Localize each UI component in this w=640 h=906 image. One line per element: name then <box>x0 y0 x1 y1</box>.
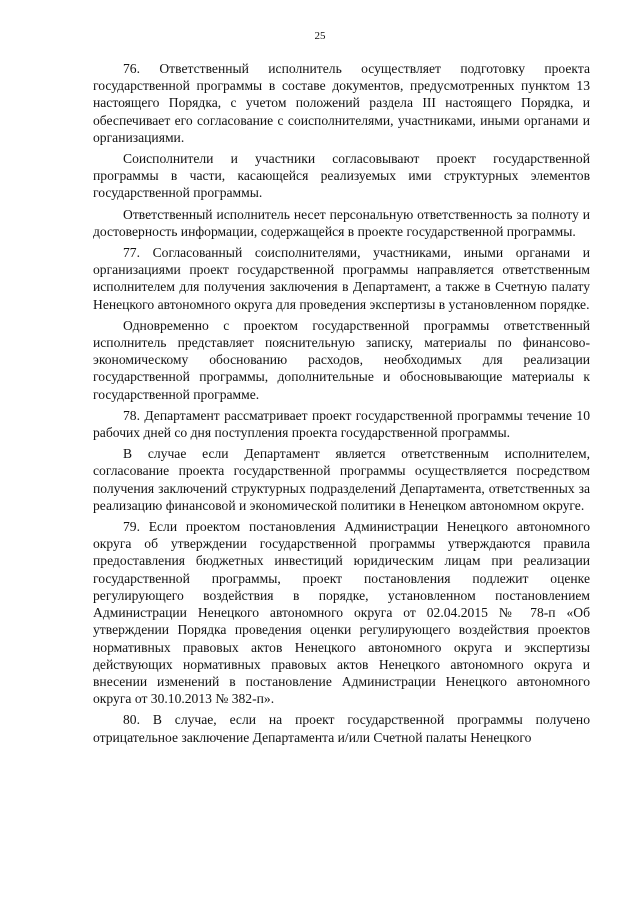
paragraph-78: 78. Департамент рассматривает проект государственной программы течение 10 рабочих дней со дня поступления проекта государственной программы. <box>93 407 590 441</box>
paragraph-79: 79. Если проектом постановления Администрации Ненецкого автономного округа об утверждении государственной программы утверждаются правила предоставления бюджетных инвестиций юридическим лицам при реализации государственной программы, проект постановления подлежит оценке регулирующего воздействия в порядке, установленном постановлением Администрации Ненецкого автономного округа от 02.04.2015 № 78-п «Об утверждении Порядка проведения оценки регулирующего воздействия проектов нормативных правовых актов Ненецкого автономного округа и экспертизы действующих нормативных правовых актов Ненецкого автономного округа и внесении изменений в постановление Администрации Ненецкого автономного округа от 30.10.2013 № 382-п». <box>93 519 590 707</box>
paragraph-77: 77. Согласованный соисполнителями, участниками, иными органами и организациями проект государственной программы направляется ответственным исполнителем для получения заключения в Департамент, а также в Счетную палату Ненецкого автономного округа для проведения экспертизы в установленном порядке. <box>93 245 590 312</box>
paragraph-76: 76. Ответственный исполнитель осуществляет подготовку проекта государственной программы в составе документов, предусмотренных пунктом 13 настоящего Порядка, с учетом положений раздела III настоящего Порядка, и обеспечивает его согласование с соисполнителями, участниками, иными органами и организациями. <box>93 61 590 145</box>
paragraph-explanatory-note: Одновременно с проектом государственной программы ответственный исполнитель представляет пояснительную записку, материалы по финансово-экономическому обоснованию расходов, необходимых для реализации государственной программы, дополнительные и обосновывающие материалы к государственной программе. <box>93 317 590 402</box>
paragraph-80: 80. В случае, если на проект государственной программы получено отрицательное заключение Департамента и/или Счетной палаты Ненецкого <box>93 712 590 745</box>
paragraph-co-executors: Соисполнители и участники согласовывают проект государственной программы в части, касающейся реализуемых ими структурных элементов государственной программы. <box>93 151 590 201</box>
page-number: 25 <box>314 30 326 42</box>
paragraph-department-case: В случае если Департамент является ответственным исполнителем, согласование проекта государственной программы осуществляется посредством получения заключений структурных подразделений Департамента, ответственных за реализацию финансовой и экономической политики в Ненецком автономном округе. <box>93 446 590 513</box>
paragraph-responsibility: Ответственный исполнитель несет персональную ответственность за полноту и достоверность информации, содержащейся в проекте государственной программы. <box>93 206 590 239</box>
document-body <box>93 60 590 750</box>
